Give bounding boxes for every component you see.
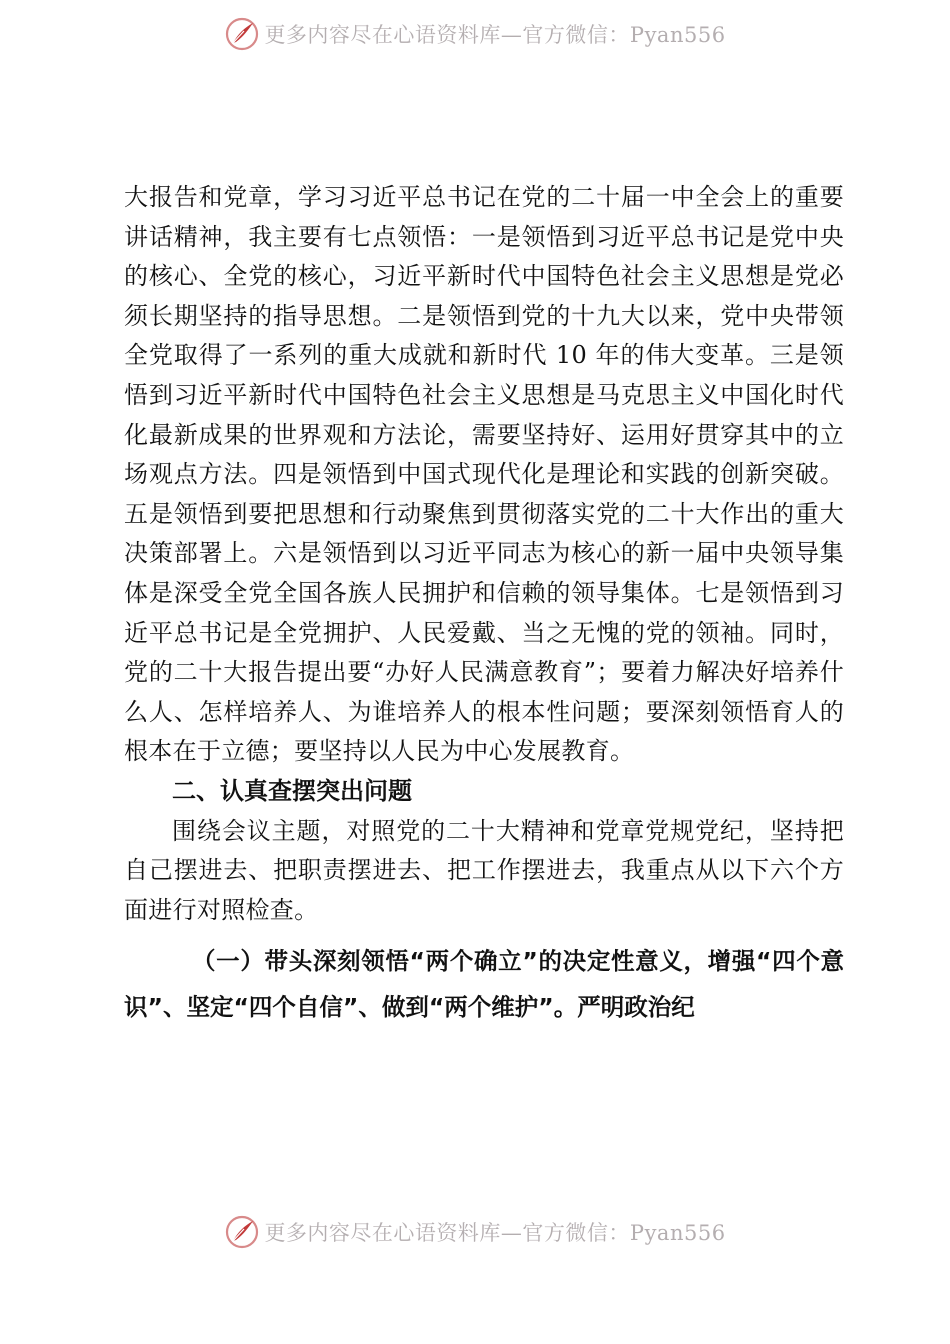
quill-logo-icon bbox=[224, 16, 260, 52]
quill-logo-icon bbox=[224, 1214, 260, 1250]
header-watermark bbox=[0, 14, 950, 54]
footer-watermark bbox=[0, 1212, 950, 1252]
watermark-text: 更多内容尽在心语资料库—官方微信：Pyan556 bbox=[264, 23, 726, 47]
paragraph-continued: 大报告和党章，学习习近平总书记在党的二十届一中全会上的重要讲话精神，我主要有七点领悟：一是领悟到习近平总书记是党中央的核心、全党的核心，习近平新时代中国特色社会主义思想是党必须长期坚持的指导思想。二是领悟到党的十九大以来，党中央带领全党取得了一系列的重大成就和新时代 10 年的伟大变革。三是领悟到习近平新时代中国特色社会主义思想是马克思主义中国化时代化最新成果的世界观和方法论，需要坚持好、运用好贯穿其中的立场观点方法。四是领悟到中国式现代化是理论和实践的创新突破。五是领悟到要把思想和行动聚焦到贯彻落实党的二十大作出的重大决策部署上。六是领悟到以习近平同志为核心的新一届中央领导集体是深受全党全国各族人民拥护和信赖的领导集体。七是领悟到习近平总书记是全党拥护、人民爱戴、当之无愧的党的领袖。同时，党的二十大报告提出要“办好人民满意教育”；要着力解决好培养什么人、怎样培养人、为谁培养人的根本性问题；要深刻领悟育人的根本在于立德；要坚持以人民为中心发展教育。 bbox=[124, 183, 844, 766]
watermark-text: 更多内容尽在心语资料库—官方微信：Pyan556 bbox=[264, 1221, 726, 1245]
section-heading-2: 二、认真查摆突出问题 bbox=[172, 776, 412, 805]
document-body bbox=[124, 178, 844, 1030]
subsection-heading-1: （一）带头深刻领悟“两个确立”的决定性意义，增强“四个意识”、坚定“四个自信”、做到“两个维护”。严明政治纪 bbox=[124, 947, 844, 1022]
paragraph-intro: 围绕会议主题，对照党的二十大精神和党章党规党纪，坚持把自己摆进去、把职责摆进去、把工作摆进去，我重点从以下六个方面进行对照检查。 bbox=[124, 816, 844, 924]
